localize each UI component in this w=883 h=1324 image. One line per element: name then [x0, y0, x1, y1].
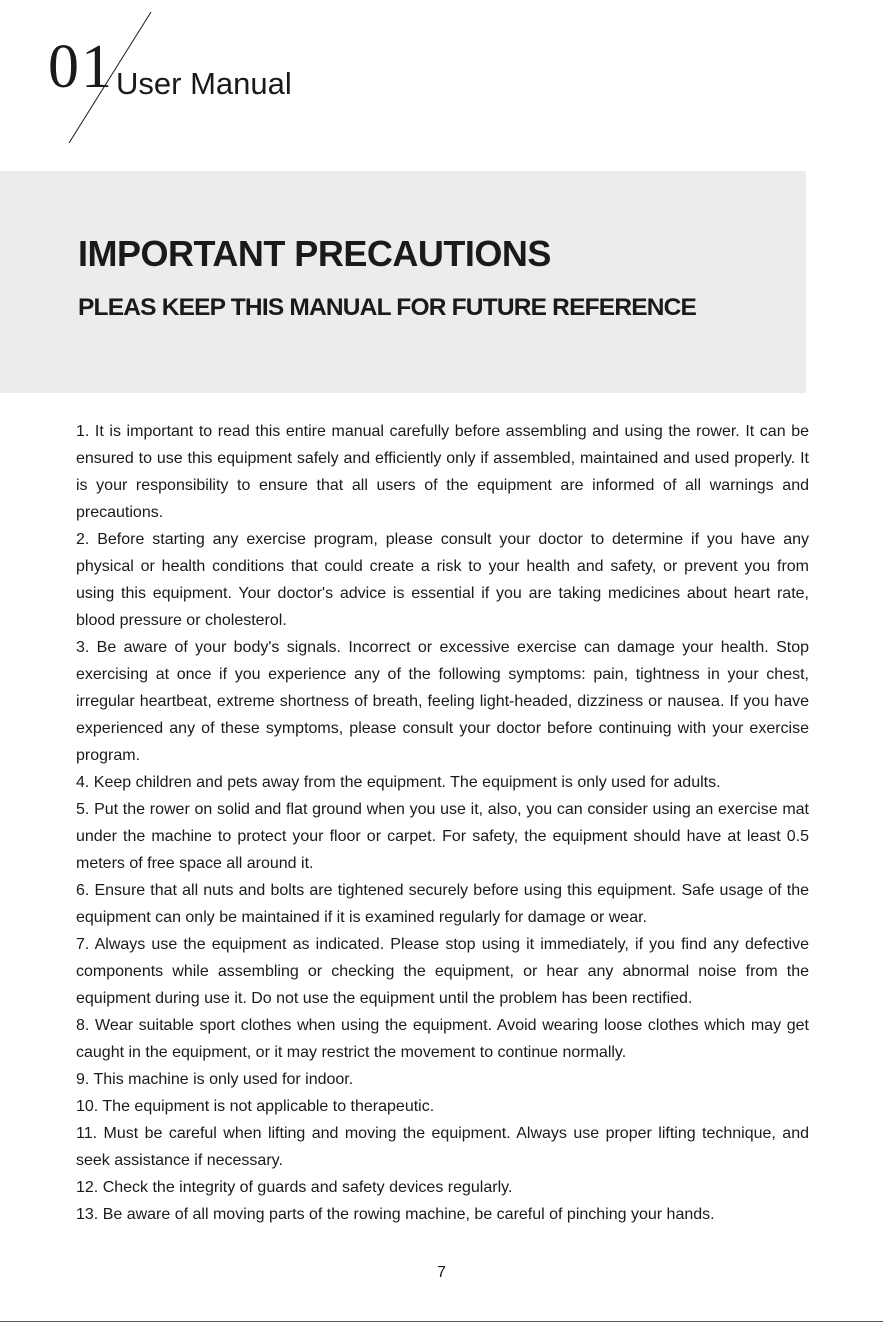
precaution-item: 7. Always use the equipment as indicated. Please stop using it immediately, if you find any defective components while assembling or checking the equipment, or hear any abnormal noise from the equipment during use it. Do not use the equipment until the problem has been rectified.: [76, 936, 809, 1007]
precaution-item: 6. Ensure that all nuts and bolts are tightened securely before using this equipment. Safe usage of the equipment can only be maintained if it is examined regularly for damage or wear.: [76, 882, 809, 926]
precaution-item: 4. Keep children and pets away from the equipment. The equipment is only used for adults.: [76, 774, 721, 791]
precaution-item: 5. Put the rower on solid and flat ground when you use it, also, you can consider using an exercise mat under the machine to protect your floor or carpet. For safety, the equipment should have at least 0.5 meters of free space all around it.: [76, 801, 809, 872]
precaution-item: 1. It is important to read this entire manual carefully before assembling and using the rower. It can be ensured to use this equipment safely and efficiently only if assembled, maintained and used properly. It is your responsibility to ensure that all users of the equipment are informed of all warnings and precautions.: [76, 423, 809, 521]
chapter-title: User Manual: [116, 66, 292, 101]
banner-subtitle: PLEAS KEEP THIS MANUAL FOR FUTURE REFERENCE: [78, 294, 697, 321]
precaution-item: 13. Be aware of all moving parts of the rowing machine, be careful of pinching your hands.: [76, 1206, 715, 1223]
banner-title: IMPORTANT PRECAUTIONS: [78, 233, 551, 274]
chapter-header: [0, 0, 883, 160]
precaution-item: 3. Be aware of your body's signals. Incorrect or excessive exercise can damage your health. Stop exercising at once if you experience any of the following symptoms: pain, tightness in your chest, irregular heartbeat, extreme shortness of breath, feeling light-headed, dizziness or nausea. If you have experienced any of these symptoms, please consult your doctor before continuing with your exercise program.: [76, 639, 809, 764]
precaution-item: 9. This machine is only used for indoor.: [76, 1071, 354, 1088]
precaution-item: 10. The equipment is not applicable to therapeutic.: [76, 1098, 435, 1115]
precautions-list: [76, 418, 809, 1228]
precaution-item: 11. Must be careful when lifting and moving the equipment. Always use proper lifting technique, and seek assistance if necessary.: [76, 1125, 809, 1169]
precaution-item: 12. Check the integrity of guards and safety devices regularly.: [76, 1179, 513, 1196]
chapter-number: 01: [48, 33, 114, 101]
bottom-divider: [0, 1321, 883, 1322]
precautions-banner: [0, 171, 806, 393]
page-number: 7: [437, 1264, 446, 1281]
precaution-item: 2. Before starting any exercise program, please consult your doctor to determine if you have any physical or health conditions that could create a risk to your health and safety, or prevent you from using this equipment. Your doctor's advice is essential if you are taking medicines about heart rate, blood pressure or cholesterol.: [76, 531, 809, 629]
precaution-item: 8. Wear suitable sport clothes when using the equipment. Avoid wearing loose clothes which may get caught in the equipment, or it may restrict the movement to continue normally.: [76, 1017, 809, 1061]
